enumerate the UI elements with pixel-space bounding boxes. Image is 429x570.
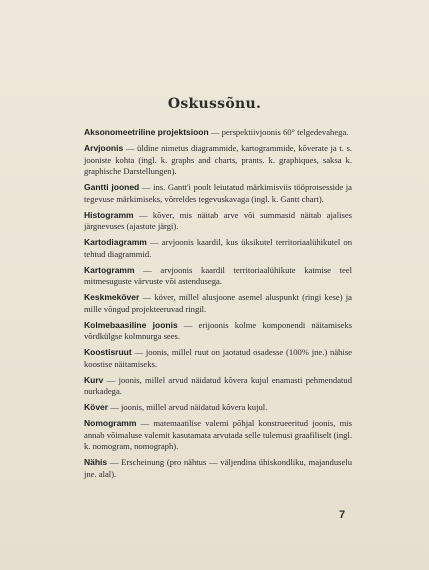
glossary-definition: — ins. Gantt'i poolt leiutatud märkimisviis tööprotsesside ja tegevuse märkimiseks, võrreldes tegevuskavaga (ingl. k. Gantt chart). bbox=[84, 182, 352, 204]
glossary-entry bbox=[84, 237, 352, 260]
glossary-entry bbox=[84, 375, 352, 398]
glossary-entry bbox=[84, 320, 352, 343]
glossary-definition: — matemaatilise valemi põhjal konstrueeritud joonis, mis annab võimaluse valemit kasutamata arvutada selle tulemusi graafiliselt (ingl. k. nomogram, nomograph). bbox=[84, 418, 352, 451]
glossary-definition: — Erscheinung (pro nähtus — väljendina ühiskondliku, majanduselu jne. alal). bbox=[84, 457, 352, 479]
glossary-definition: — perspektiivjoonis 60° telgedevahega. bbox=[208, 127, 349, 137]
page-number: 7 bbox=[339, 509, 346, 521]
glossary-term: Kartodiagramm bbox=[84, 237, 147, 247]
glossary-definition: — arvjoonis kaardil, kus üksikutel territoriaalühikutel on tehtud diagrammid. bbox=[84, 237, 352, 259]
glossary-term: Histogramm bbox=[84, 209, 134, 220]
glossary-definition: — erijoonis kolme komponendi näitamiseks võrdkülgse kolmnurga sees. bbox=[84, 319, 352, 341]
glossary-entry bbox=[84, 418, 352, 453]
glossary-term: Kartogramm bbox=[84, 264, 135, 275]
glossary-definition: — kõver, mis näitab arve või summasid näitab ajalises järgnevuses (ajastute järgi). bbox=[84, 209, 352, 231]
glossary-term: Koostisruut bbox=[84, 347, 132, 357]
glossary-term: Köver bbox=[84, 402, 109, 412]
glossary-definition: — joonis, millel arvud näidatud kõvera kujul. bbox=[108, 402, 268, 412]
glossary-entry bbox=[84, 265, 352, 288]
glossary-term: Keskmeköver bbox=[84, 292, 140, 302]
glossary-entry bbox=[84, 127, 352, 139]
glossary-term: Kurv bbox=[84, 374, 104, 385]
glossary-term: Arvjoonis bbox=[84, 143, 124, 153]
glossary-definition: — joonis, millel arvud näidatud kõvera kujul enamasti pehmendatud nurkadega. bbox=[84, 374, 352, 396]
glossary-term: Kolmebaasiline joonis bbox=[84, 319, 178, 330]
glossary-entry bbox=[84, 402, 352, 414]
glossary-entry bbox=[84, 182, 352, 205]
glossary-entry bbox=[84, 210, 352, 233]
glossary-definition: — joonis, millel ruut on jaotatud osadesse (100% jne.) nähise koostise näitamiseks. bbox=[84, 347, 352, 369]
glossary-entry bbox=[84, 143, 352, 178]
glossary-entry bbox=[84, 457, 352, 480]
glossary-term: Aksonomeetriline projektsioon bbox=[84, 127, 209, 137]
glossary-list bbox=[84, 127, 352, 485]
glossary-entry bbox=[84, 292, 352, 315]
glossary-term: Nähis bbox=[84, 457, 108, 467]
glossary-term: Nomogramm bbox=[84, 418, 137, 428]
glossary-entry bbox=[84, 347, 352, 370]
page-title: Oskussõnu. bbox=[167, 96, 262, 112]
glossary-definition: — üldine nimetus diagrammide, kartogrammide, kõverate ja t. s. jooniste kohta (ingl. k. graphs and charts, prants. k. graphiques, saksa k. graphische Darstellungen). bbox=[84, 143, 352, 176]
glossary-term: Gantti jooned bbox=[84, 182, 140, 192]
glossary-definition: — arvjoonis kaardil territoriaalühikute katmise teel mitmesuguste värvuste või astendusega. bbox=[84, 264, 352, 286]
glossary-definition: — köver, millel alusjoone asemel aluspunkt (ringi kese) ja mille võngud projekteeruvad ringil. bbox=[84, 292, 352, 314]
